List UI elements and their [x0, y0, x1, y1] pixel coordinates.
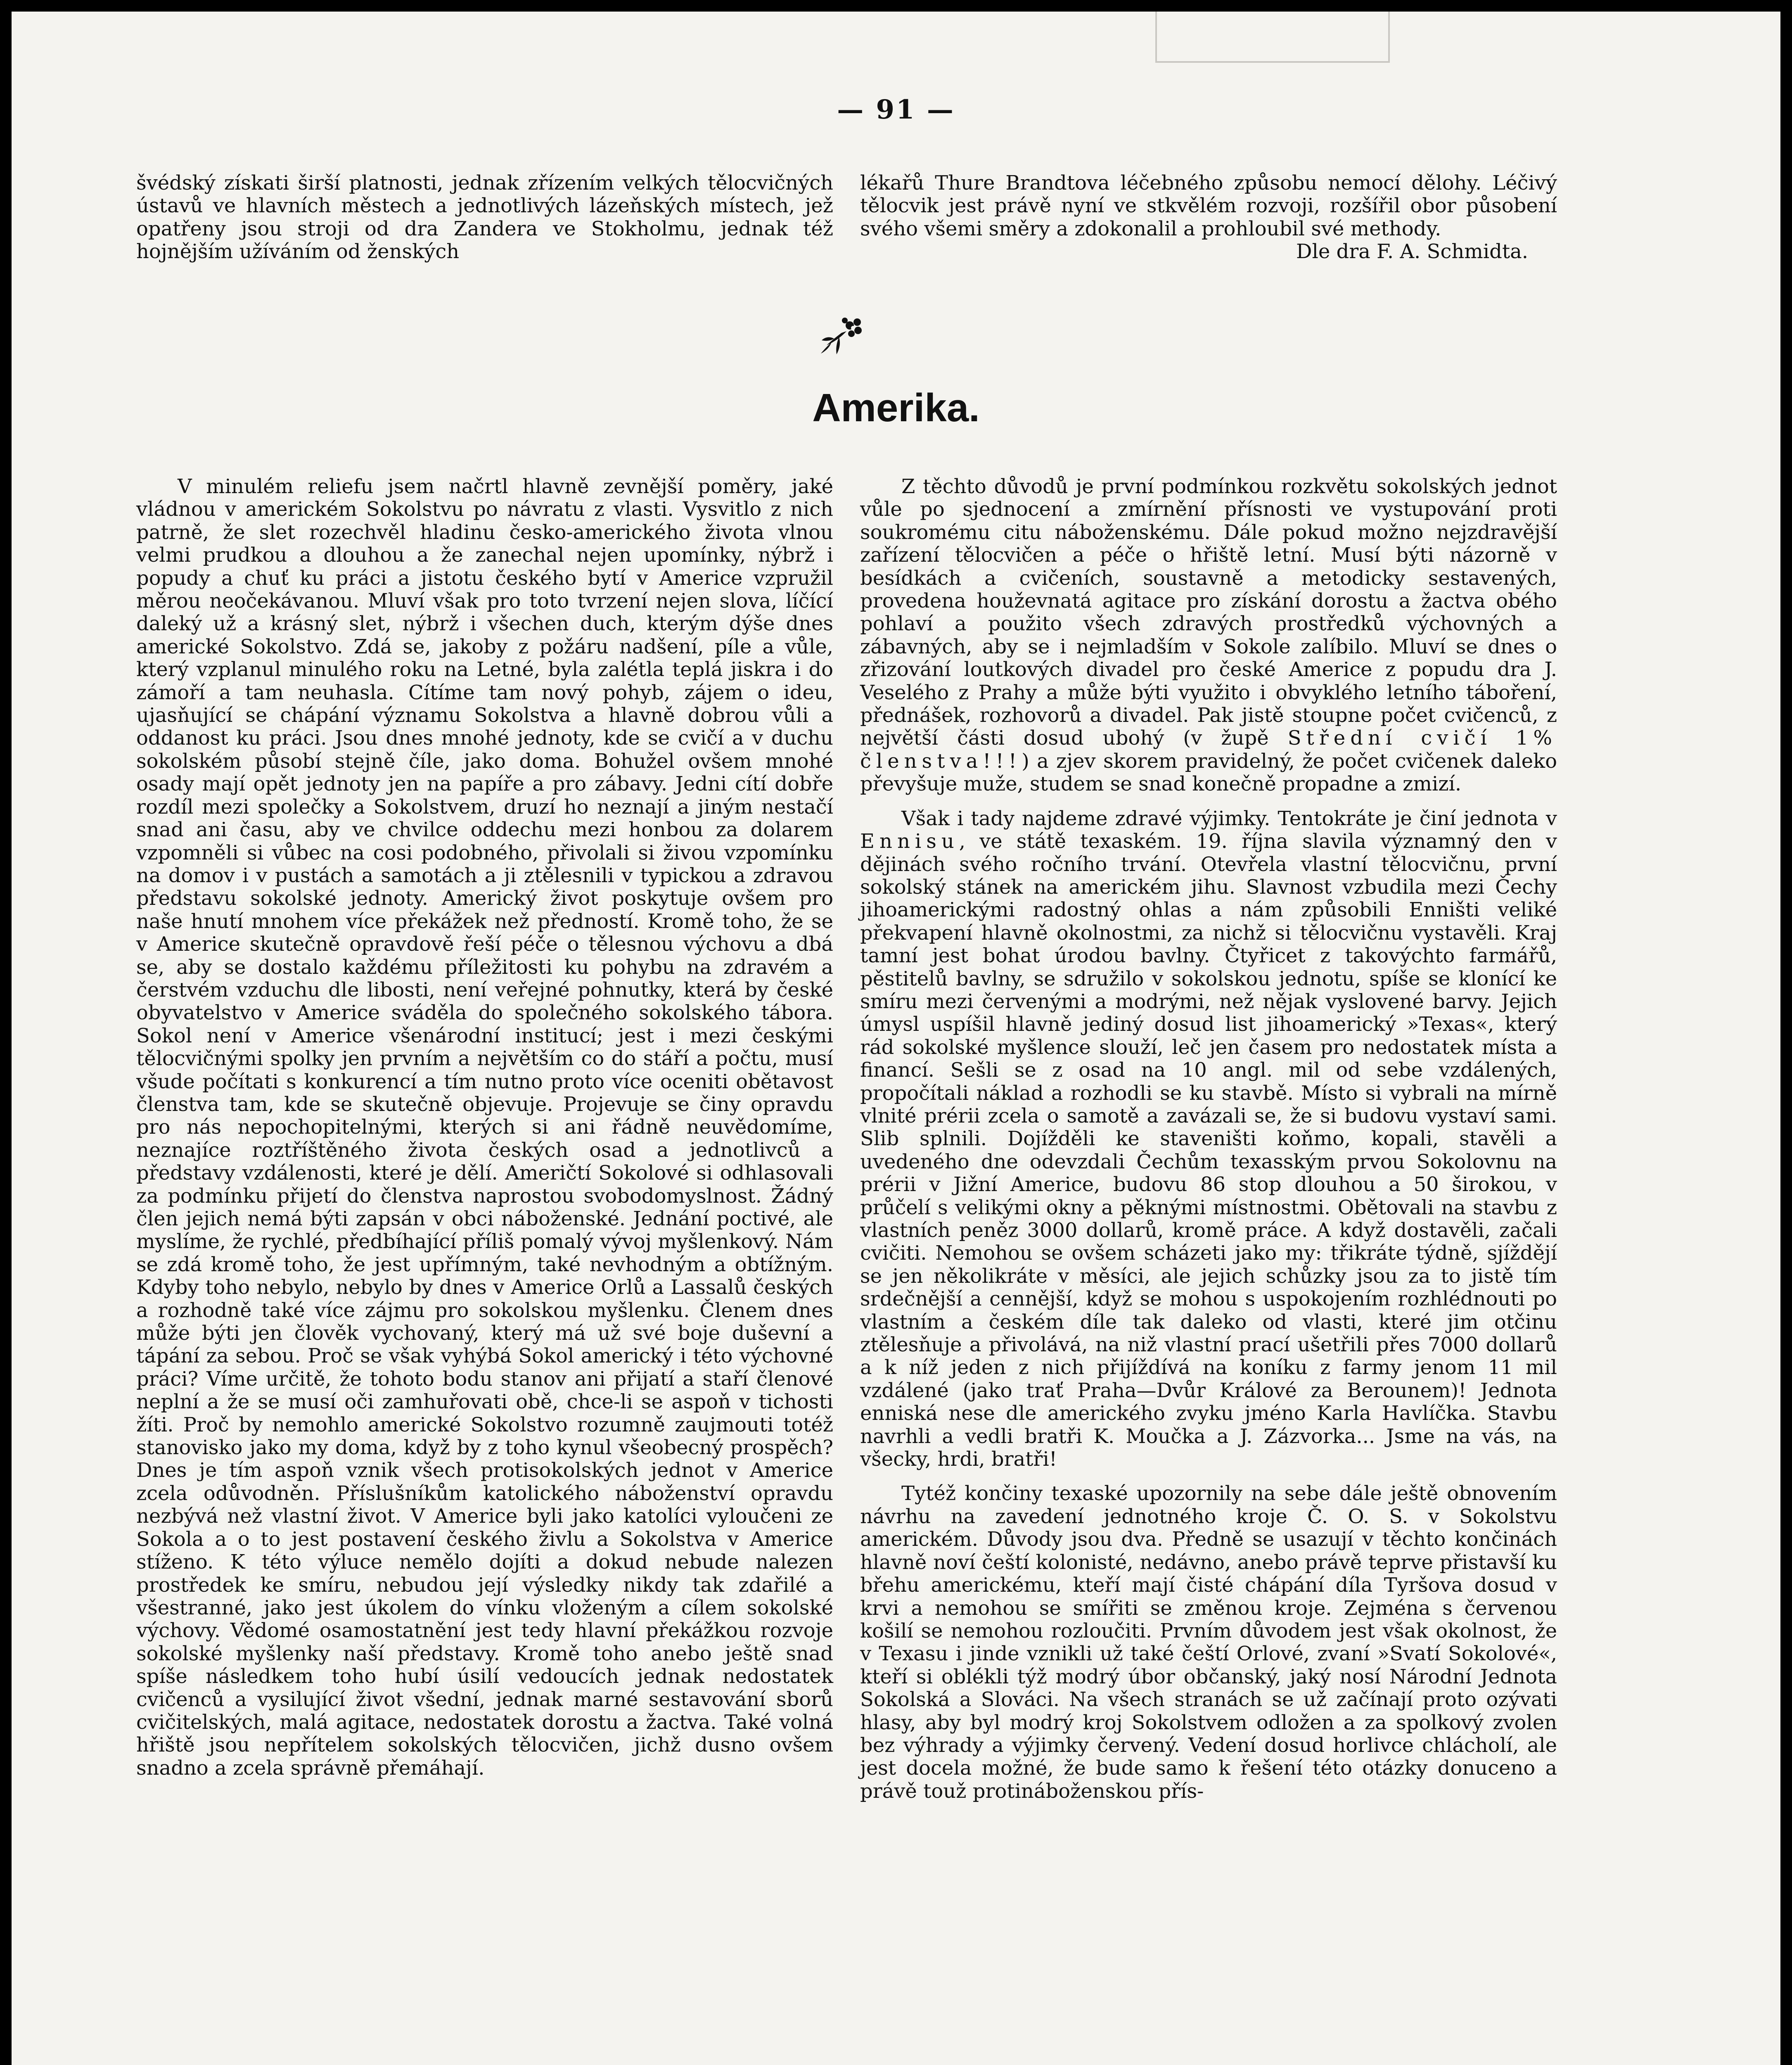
article-left-column: [136, 475, 833, 1780]
paragraph: [860, 172, 1557, 263]
paragraph-text: , ve státě texaském. 19. října slavila významný den v dějinách svého ročního trvání. Otevřela vlastní tělocvičnu, první sokolský stánek na americkém jihu. Slavnost vzbudila mezi Čechy jihoamerickými radostný ohlas a nám způsobili Enništi veliké překvapení hlavně okolnostmi, za nichž si tělocvičnu vystavěli. Kraj tamní jest bohat úrodou bavlny. Čtyřicet z takovýchto farmářů, pěstitelů bavlny, se sdružilo v sokolskou jednotu, spíše se klonící ke smíru mezi červenými a modrými, než nějak vyslovené barvy. Jejich úmysl uspíšil hlavně jediný dosud list jihoamerický »Texas«, který rád sokolské myšlence slouží, leč jen časem pro nedostatek místa a financí. Sešli se z osad na 10 angl. mil od sebe vzdálených, propočítali náklad a rozhodli se ku stavbě. Místo si vybrali na mírně vlnité prérii zcela o samotě a zavázali se, že si budovu vystaví sami. Slib splnili. Dojížděli ke staveništi koňmo, kopali, stavěli a uvedeného dne odevzdali Čechům texasským prvou Sokolovnu na prérii v Jižní Americe, budovu 86 stop dlouhou a 50 širokou, v průčelí s velikými okny a pěknými místnostmi. Obětovali na stavbu z vlastních peněz 3000 dollarů, kromě práce. A když dostavěli, začali cvičiti. Nemohou se ovšem scházeti jako my: třikráte týdně, sjíždějí se jen několikráte v měsíci, ale jejich schůzky jsou za to jistě tím srdečnější a cennější, když se mohou s uspokojením rozhlédnouti po vlastním a českém díle tak daleko od vlasti, které jim otčinu ztělesňuje a přivolává, na niž vlastní prací ušetřili přes 7000 dollarů a k níž jeden z nich přijíždívá na koníku z farmy jenom 11 mil vzdálené (jako trať Praha—Dvůr Králové za Berounem)! Jednota enniská nese dle amerického zvyku jméno Karla Havlíčka. Stavbu navrhli a vedli bratři K. Moučka a J. Zázvorka... Jsme na vás, na všecky, hrdi, bratři!: [860, 830, 1557, 1471]
paragraph-text: ) a zjev skorem pravidelný, že počet cvičenek daleko převyšuje muže, studem se snad konečně propadne a zmizí.: [860, 749, 1557, 796]
paragraph: [860, 807, 1557, 1471]
paragraph-text: lékařů Thure Brandtova léčebného způsobu nemocí dělohy. Léčivý tělocvik jest právě nyní ve stkvělém rozvoji, rozšířil obor působení svého všemi směry a zdokonalil a prohloubil své methody.: [860, 171, 1557, 240]
paragraph: švédský získati širší platnosti, jednak zřízením velkých tělocvičných ústavů ve hlavních městech a jednotlivých lázeňských místech, jež opatřeny jsou stroji od dra Zandera ve Stokholmu, jednak též hojnějším užíváním od ženských: [136, 171, 833, 263]
article-right-column: [860, 475, 1557, 1803]
floral-ornament-icon: [818, 313, 867, 358]
paragraph: Tytéž končiny texaské upozornily na sebe dále ještě obnovením návrhu na zavedení jednotného kroje Č. O. S. v Sokolstvu americkém. Důvody jsou dva. Předně se usazují v těchto končinách hlavně noví čeští kolonisté, nedávno, anebo právě teprve přistavší ku břehu americkému, kteří mají čisté chápání díla Tyršova dosud v krvi a nemohou se smířiti se změnou kroje. Zejména s červenou košilí se nemohou rozloučiti. Prvním důvodem jest však okolnost, že v Texasu i jinde vznikli už také čeští Orlové, zvaní »Svatí Sokolové«, kteří si oblékli týž modrý úbor občanský, jaký nosí Národní Jednota Sokolská a Slováci. Na všech stranách se už začínají proto ozývati hlasy, aby byl modrý kroj Sokolstvem odložen a za spolkový zvolen bez výhrady a výjimky červený. Vedení dosud horlivce chlácholí, ale jest docela možné, že bude samo k řešení této otázky donuceno a právě touž protináboženskou přís-: [860, 1482, 1557, 1803]
continued-text-left: [136, 172, 833, 263]
paragraph: V minulém reliefu jsem načrtl hlavně zevnější poměry, jaké vládnou v americkém Sokolstvu po návratu z vlasti. Vysvitlo z nich patrně, že slet rozechvěl hladinu česko-amerického života vlnou velmi prudkou a dlouhou a že zanechal nejen upomínky, nýbrž i popudy a chuť ku práci a jistotu českého bytí v Americe vzpružil měrou neočekávanou. Mluví však pro toto tvrzení nejen slova, líčící daleký už a krásný slet, nýbrž i všechen duch, kterým dýše dnes americké Sokolstvo. Zdá se, jakoby z požáru nadšení, píle a vůle, který vzplanul minulého roku na Letné, byla zalétla teplá jiskra i do zámoří a tam neuhasla. Cítíme tam nový pohyb, zájem o ideu, ujasňující se chápání významu Sokolstva a hlavně dobrou vůli a oddanost ku práci. Jsou dnes mnohé jednoty, kde se cvičí a v duchu sokolském působí stejně číle, jako doma. Bohužel ovšem mnohé osady mají opět jednoty jen na papíře a pro zábavy. Jedni cítí dobře rozdíl mezi společky a Sokolstvem, druzí ho neznají a jiným nestačí snad ani času, aby ve chvilce oddechu mezi honbou za dolarem vzpomněli si vůbec na cosi podobného, přivolali si živou vzpomínku na domov i v pustách a samotách a ji ztělesnili v typickou a zdravou představu sokolské jednoty. Americký život poskytuje ovšem pro naše hnutí mnohem více překážek než předností. Kromě toho, že se v Americe skutečně opravdově řeší péče o tělesnou výchovu a dbá se, aby se dostalo každému příležitosti ku pohybu na zdravém a čerstvém vzduchu dle libosti, není veřejné pohnutky, která by české obyvatelstvo v Americe sváděla do společného sokolského tábora. Sokol není v Americe všenárodní institucí; jest i mezi českými tělocvičnými spolky jen prvním a největším co do stáří a počtu, musí všude počítati s konkurencí a tím nutno proto více oceniti obětavost členstva tam, kde se skutečně objevuje. Projevuje se činy opravdu pro nás nepochopitelnými, kterých si ani řádně neuvědomíme, neznajíce roztříštěného života českých osad a jednotlivců a představy vzdálenosti, které je dělí. Američtí Sokolové si odhlasovali za podmínku přijetí do členstva naprostou svobodomyslnost. Žádný člen jejich nemá býti zapsán v obci náboženské. Jednání poctivé, ale myslíme, že rychlé, předbíhající příliš pomalý vývoj myšlenkový. Nám se zdá kromě toho, že jest upřímným, také nevhodným a obtížným. Kdyby toho nebylo, nebylo by dnes v Americe Orlů a Lassalů českých a rozhodně také více zájmu pro sokolskou myšlenku. Členem dnes může býti jen člověk vychovaný, který má už své boje duševní a tápání za sebou. Proč se však vyhýbá Sokol americký i této výchovné práci? Víme určitě, že tohoto bodu stanov ani přijatí a staří členové neplní a že se musí oči zamhuřovati obě, chce-li se aspoň v tichosti žíti. Proč by nemohlo americké Sokolstvo rozumně zaujmouti totéž stanovisko jako my doma, když by z toho kynul všeobecný prospěch? Dnes je tím aspoň vznik všech protisokolských jednot v Americe zcela odůvodněn. Příslušníkům katolického náboženství opravdu nezbývá než vlastní život. V Americe byli jako katolíci vyloučeni ze Sokola a o to jest postavení českého živlu a Sokolstva v Americe stíženo. K této výluce nemělo dojíti a dokud nebude nalezen prostředek ke smíru, nebudou její výsledky nikdy tak zdařilé a všestranné, jako jest úkolem do vínku vloženým a cílem sokolské výchovy. Vědomé osamostatnění jest tedy hlavní překážkou rozvoje sokolské myšlenky naší představy. Kromě toho anebo ještě snad spíše následkem toho hubí úsilí vedoucích jednak nedostatek cvičenců a vysilující život všední, jednak marné sestavování sborů cvičitelských, malá agitace, nedostatek dorostu a žactva. Také volná hřiště jsou nepřítelem sokolských tělocvičen, jichž dusno ovšem snadno a zcela správně přemáhají.: [136, 475, 833, 1780]
article-title: Amerika.: [812, 386, 980, 430]
emphasized-text: Střední cvičí 1% členstva!!!: [860, 726, 1557, 773]
scanned-page: [12, 12, 1780, 2065]
library-stamp: [1155, 12, 1390, 63]
paragraph: [860, 475, 1557, 796]
paragraph-text: Však i tady najdeme zdravé výjimky. Tentokráte je činí jednota v: [901, 807, 1557, 830]
emphasized-place-name: Ennisu: [860, 830, 959, 853]
page-number: — 91 —: [837, 94, 955, 125]
continued-text-right: [860, 172, 1557, 263]
author-signature: Dle dra F. A. Schmidta.: [1296, 240, 1528, 263]
paragraph-text: Z těchto důvodů je první podmínkou rozkvětu sokolských jednot vůle po sjednocení a zmírnění přísnosti ve vystupování proti soukromému citu náboženskému. Dále pokud možno nejzdravější zařízení tělocvičen a péče o hřiště letní. Musí býti názorně v besídkách a cvičeních, soustavně a metodicky sestavených, provedena houževnatá agitace pro získání dorostu a žactva obého pohlaví a použito všech zdravých prostředků výchovných a zábavných, aby se i nejmladším v Sokole zalíbilo. Mluví se dnes o zřizování loutkových divadel pro české Americe z popudu dra J. Veselého z Prahy a může býti využito i obvyklého letního táboření, přednášek, rozhovorů a divadel. Pak jistě stoupne počet cvičenců, z největší části dosud ubohý (v župě: [860, 475, 1557, 750]
